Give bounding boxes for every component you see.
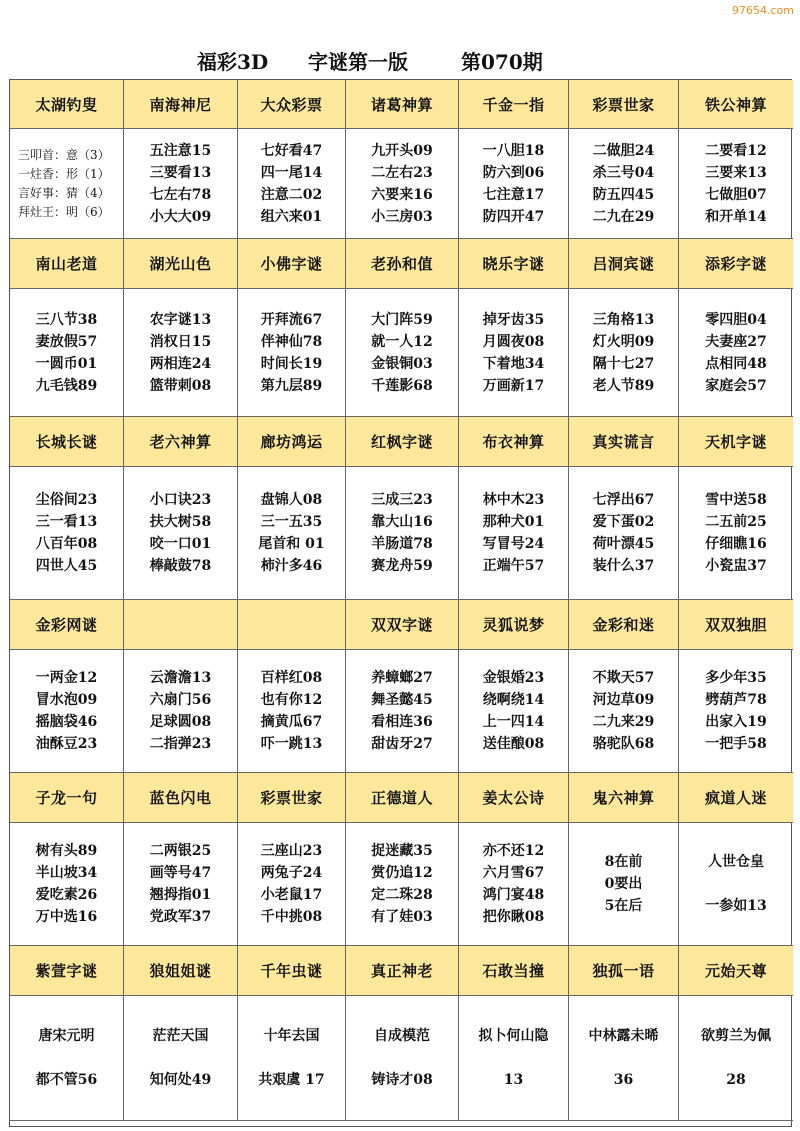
riddle-line: 金银铜03 bbox=[371, 355, 433, 372]
riddle-line: 树有头89 bbox=[35, 843, 98, 859]
riddle-line: 月圆夜08 bbox=[482, 333, 545, 350]
riddle-line: 送佳酿08 bbox=[482, 736, 545, 752]
riddle-line: 亦不还12 bbox=[482, 843, 545, 859]
column-header: 独孤一语 bbox=[569, 946, 679, 996]
column-header: 南海神尼 bbox=[124, 80, 238, 129]
column-header: 老孙和值 bbox=[346, 239, 459, 289]
riddle-line: 六扇门56 bbox=[149, 692, 212, 708]
riddle-line: 把你瞅08 bbox=[482, 909, 545, 925]
riddle-line: 摘黄瓜67 bbox=[260, 714, 323, 730]
riddle-line: 定二珠28 bbox=[371, 887, 433, 903]
riddle-line: 36 bbox=[613, 1072, 634, 1088]
riddle-cell bbox=[569, 996, 679, 1121]
riddle-line: 爱吃素26 bbox=[35, 887, 98, 903]
riddle-line: 五注意15 bbox=[149, 142, 212, 159]
riddle-line: 看相连36 bbox=[371, 714, 433, 730]
riddle-line: 三要看13 bbox=[149, 164, 212, 181]
riddle-line: 下着地34 bbox=[482, 355, 545, 372]
riddle-line: 二两银25 bbox=[149, 843, 212, 859]
riddle-line: 四一尾14 bbox=[260, 164, 323, 181]
riddle-line: 欲剪兰为佩 bbox=[701, 1028, 771, 1044]
riddle-line: 不欺天57 bbox=[592, 670, 655, 686]
column-header: 诸葛神算 bbox=[346, 80, 459, 129]
riddle-line: 翘拇指01 bbox=[149, 887, 212, 903]
riddle-line: 写冒号24 bbox=[482, 536, 545, 552]
riddle-line: 七注意17 bbox=[482, 186, 545, 203]
riddle-cell bbox=[124, 467, 238, 600]
riddle-line: 咬一口01 bbox=[149, 536, 212, 552]
riddle-line: 自成模范 bbox=[374, 1028, 430, 1044]
riddle-line: 七好看47 bbox=[260, 142, 323, 159]
riddle-line: 六要来16 bbox=[371, 186, 433, 203]
riddle-line: 28 bbox=[726, 1072, 746, 1088]
riddle-cell bbox=[238, 823, 346, 946]
riddle-line: 二五前25 bbox=[705, 514, 767, 530]
riddle-line: 十年去国 bbox=[263, 1028, 320, 1044]
riddle-line: 组六来01 bbox=[260, 208, 323, 225]
column-header: 长城长谜 bbox=[10, 417, 124, 467]
riddle-line: 妻放假57 bbox=[35, 333, 98, 350]
riddle-line: 一八胆18 bbox=[482, 142, 545, 159]
riddle-line: 防五四45 bbox=[592, 186, 655, 203]
riddle-cell bbox=[124, 289, 238, 417]
column-header: 老六神算 bbox=[124, 417, 238, 467]
riddle-cell bbox=[124, 129, 238, 239]
column-header: 狼姐姐谜 bbox=[124, 946, 238, 996]
riddle-cell bbox=[10, 996, 124, 1121]
column-header: 金彩和迷 bbox=[569, 600, 679, 650]
column-header: 鬼六神算 bbox=[569, 773, 679, 823]
riddle-line: 万中选16 bbox=[35, 909, 98, 925]
site-watermark: 97654.com bbox=[732, 4, 794, 17]
riddle-cell bbox=[679, 996, 793, 1121]
column-header: 红枫字谜 bbox=[346, 417, 459, 467]
riddle-line: 小老鼠17 bbox=[260, 887, 323, 903]
riddle-cell bbox=[679, 467, 793, 600]
riddle-cell bbox=[238, 289, 346, 417]
column-header: 千年虫谜 bbox=[238, 946, 346, 996]
riddle-line: 棒敲鼓78 bbox=[149, 558, 212, 574]
riddle-line: 吓一跳13 bbox=[260, 736, 323, 752]
riddle-line: 舞圣懿45 bbox=[371, 692, 433, 708]
riddle-cell bbox=[679, 129, 793, 239]
riddle-line: 七浮出67 bbox=[592, 492, 655, 508]
riddle-cell bbox=[569, 823, 679, 946]
riddle-cell bbox=[238, 996, 346, 1121]
riddle-line: 13 bbox=[503, 1072, 524, 1088]
column-header: 铁公神算 bbox=[679, 80, 793, 129]
riddle-line: 三一五35 bbox=[260, 514, 323, 530]
riddle-line: 知何处49 bbox=[149, 1072, 212, 1088]
riddle-line: 云澹澹13 bbox=[149, 670, 212, 686]
riddle-cell bbox=[238, 650, 346, 773]
riddle-line: 杀三号04 bbox=[592, 164, 655, 181]
riddle-line: 盘锦人08 bbox=[260, 492, 323, 508]
riddle-line: 七左右78 bbox=[149, 186, 212, 203]
riddle-line: 农字谜13 bbox=[149, 311, 212, 328]
column-header: 紫萱字谜 bbox=[10, 946, 124, 996]
riddle-cell bbox=[238, 129, 346, 239]
riddle-cell bbox=[459, 129, 569, 239]
riddle-cell bbox=[346, 289, 459, 417]
riddle-line: 百样红08 bbox=[260, 670, 323, 686]
riddle-cell bbox=[346, 650, 459, 773]
riddle-line: 夫妻座27 bbox=[705, 333, 767, 350]
riddle-cell bbox=[238, 467, 346, 600]
riddle-line: 千中挑08 bbox=[260, 909, 323, 925]
riddle-line: 九毛钱89 bbox=[35, 377, 98, 394]
riddle-line: 5在后 bbox=[604, 898, 643, 914]
riddle-cell bbox=[679, 823, 793, 946]
riddle-line: 扶大树58 bbox=[149, 514, 212, 530]
column-header: 晓乐字谜 bbox=[459, 239, 569, 289]
riddle-line: 骆驼队68 bbox=[592, 736, 655, 752]
riddle-line: 也有你12 bbox=[260, 692, 323, 708]
riddle-line: 都不管56 bbox=[35, 1072, 98, 1088]
riddle-line: 灯火明09 bbox=[592, 333, 655, 350]
riddle-line: 靠大山16 bbox=[371, 514, 433, 530]
riddle-line: 柿汁多46 bbox=[260, 558, 323, 574]
riddle-line: 一两金12 bbox=[35, 670, 98, 686]
riddle-line: 油酥豆23 bbox=[35, 736, 98, 752]
riddle-cell bbox=[346, 996, 459, 1121]
riddle-line: 仔细瞧16 bbox=[705, 536, 767, 552]
riddle-line: 画等号47 bbox=[149, 865, 212, 881]
riddle-table bbox=[9, 79, 792, 1127]
column-header: 真正神老 bbox=[346, 946, 459, 996]
column-header: 添彩字谜 bbox=[679, 239, 793, 289]
riddle-cell bbox=[569, 467, 679, 600]
title-edition: 字谜第一版 bbox=[308, 50, 408, 74]
column-header: 双双独胆 bbox=[679, 600, 793, 650]
column-header bbox=[124, 600, 238, 650]
title-issue: 第070期 bbox=[461, 50, 543, 74]
column-header: 正德道人 bbox=[346, 773, 459, 823]
riddle-line: 消权日15 bbox=[149, 333, 212, 350]
riddle-line: 七做胆07 bbox=[705, 186, 767, 203]
riddle-line: 防六到06 bbox=[482, 164, 545, 181]
riddle-line: 人世仓皇 bbox=[708, 854, 764, 870]
riddle-cell bbox=[346, 129, 459, 239]
riddle-line: 正端午57 bbox=[482, 558, 545, 574]
riddle-line: 隔十七27 bbox=[592, 355, 655, 372]
column-header: 元始天尊 bbox=[679, 946, 793, 996]
riddle-cell bbox=[459, 996, 569, 1121]
riddle-line: 金银婚23 bbox=[482, 670, 545, 686]
riddle-line: 八百年08 bbox=[35, 536, 98, 552]
riddle-line: 三成三23 bbox=[371, 492, 433, 508]
riddle-cell bbox=[10, 289, 124, 417]
riddle-line: 两相连24 bbox=[149, 355, 212, 372]
riddle-line: 一把手58 bbox=[705, 736, 767, 752]
riddle-cell bbox=[569, 289, 679, 417]
riddle-line: 一参如13 bbox=[705, 898, 767, 914]
riddle-line: 尾首和 01 bbox=[258, 536, 325, 552]
riddle-cell bbox=[346, 823, 459, 946]
riddle-line: 共艰虞 17 bbox=[258, 1072, 325, 1088]
riddle-line: 拜灶王：明（6） bbox=[18, 204, 110, 219]
column-header: 疯道人迷 bbox=[679, 773, 793, 823]
riddle-line: 尘俗间23 bbox=[35, 492, 98, 508]
column-header: 子龙一句 bbox=[10, 773, 124, 823]
column-header: 湖光山色 bbox=[124, 239, 238, 289]
riddle-cell bbox=[459, 289, 569, 417]
riddle-cell bbox=[124, 823, 238, 946]
riddle-line: 劈葫芦78 bbox=[705, 692, 767, 708]
riddle-line: 三座山23 bbox=[260, 843, 323, 859]
riddle-line: 小大大09 bbox=[149, 208, 212, 225]
riddle-line: 三角格13 bbox=[592, 311, 655, 328]
riddle-line: 甜齿牙27 bbox=[371, 736, 433, 752]
column-header: 蓝色闪电 bbox=[124, 773, 238, 823]
riddle-line: 一圆币01 bbox=[35, 355, 98, 372]
column-header: 吕洞宾谜 bbox=[569, 239, 679, 289]
riddle-line: 小三房03 bbox=[371, 208, 433, 225]
riddle-line: 三要来13 bbox=[705, 164, 767, 181]
riddle-line: 点相同48 bbox=[705, 355, 767, 372]
page-title bbox=[0, 44, 800, 74]
column-header: 双双字谜 bbox=[346, 600, 459, 650]
riddle-line: 万画新17 bbox=[482, 377, 545, 394]
column-header: 真实谎言 bbox=[569, 417, 679, 467]
column-header: 布衣神算 bbox=[459, 417, 569, 467]
riddle-line: 小口诀23 bbox=[149, 492, 212, 508]
riddle-line: 上一四14 bbox=[482, 714, 545, 730]
riddle-line: 二要看12 bbox=[705, 142, 767, 159]
riddle-line: 三八节38 bbox=[35, 311, 98, 328]
riddle-line: 装什么37 bbox=[592, 558, 655, 574]
column-header: 千金一指 bbox=[459, 80, 569, 129]
column-header: 大众彩票 bbox=[238, 80, 346, 129]
riddle-line: 二九来29 bbox=[592, 714, 655, 730]
riddle-line: 雪中送58 bbox=[705, 492, 767, 508]
column-header: 金彩网谜 bbox=[10, 600, 124, 650]
riddle-line: 养蟑螂27 bbox=[371, 670, 433, 686]
riddle-line: 荷叶漂45 bbox=[592, 536, 655, 552]
riddle-cell bbox=[346, 467, 459, 600]
riddle-cell bbox=[569, 650, 679, 773]
riddle-line: 两兔子24 bbox=[260, 865, 323, 881]
column-header: 天机字谜 bbox=[679, 417, 793, 467]
riddle-line: 捉迷藏35 bbox=[371, 843, 433, 859]
column-header: 彩票世家 bbox=[569, 80, 679, 129]
riddle-line: 有了娃03 bbox=[371, 909, 433, 925]
riddle-line: 羊肠道78 bbox=[371, 536, 433, 552]
riddle-line: 唐宋元明 bbox=[38, 1028, 95, 1044]
column-header: 小佛字谜 bbox=[238, 239, 346, 289]
riddle-line: 伴神仙78 bbox=[260, 333, 323, 350]
riddle-line: 三叩首：意（3） bbox=[18, 147, 110, 162]
riddle-line: 出家入19 bbox=[705, 714, 767, 730]
riddle-line: 半山坡34 bbox=[35, 865, 98, 881]
riddle-line: 千莲影68 bbox=[371, 377, 433, 394]
riddle-line: 赏仍追12 bbox=[371, 865, 433, 881]
riddle-line: 和开单14 bbox=[705, 208, 767, 225]
riddle-line: 掉牙齿35 bbox=[482, 311, 545, 328]
riddle-line: 九开头09 bbox=[371, 142, 433, 159]
riddle-line: 一炷香：形（1） bbox=[18, 166, 110, 181]
riddle-cell bbox=[569, 129, 679, 239]
column-header bbox=[238, 600, 346, 650]
riddle-line: 赛龙舟59 bbox=[371, 558, 433, 574]
riddle-line: 就一人12 bbox=[371, 333, 433, 350]
riddle-line: 中林露未晞 bbox=[588, 1028, 659, 1044]
riddle-cell bbox=[10, 650, 124, 773]
riddle-line: 绕啊绕14 bbox=[482, 692, 545, 708]
column-header: 廊坊鸿运 bbox=[238, 417, 346, 467]
riddle-line: 河边草09 bbox=[592, 692, 655, 708]
riddle-line: 防四开47 bbox=[482, 208, 545, 225]
column-header: 彩票世家 bbox=[238, 773, 346, 823]
riddle-cell bbox=[10, 467, 124, 600]
riddle-line: 林中木23 bbox=[482, 492, 545, 508]
riddle-line: 鸿门宴48 bbox=[482, 887, 545, 903]
riddle-line: 摇脑袋46 bbox=[35, 714, 98, 730]
riddle-cell bbox=[679, 289, 793, 417]
riddle-line: 茫茫天国 bbox=[152, 1028, 209, 1044]
riddle-cell bbox=[10, 129, 124, 239]
riddle-line: 爱下蛋02 bbox=[592, 514, 655, 530]
riddle-line: 三一看13 bbox=[35, 514, 98, 530]
riddle-line: 二做胆24 bbox=[592, 142, 655, 159]
riddle-line: 第九层89 bbox=[260, 377, 323, 394]
riddle-line: 二九在29 bbox=[592, 208, 655, 225]
riddle-line: 家庭会57 bbox=[705, 377, 767, 394]
riddle-line: 多少年35 bbox=[705, 670, 767, 686]
riddle-line: 二左右23 bbox=[371, 164, 433, 181]
riddle-line: 小瓷盅37 bbox=[705, 558, 767, 574]
riddle-line: 篮带刺08 bbox=[149, 377, 212, 394]
riddle-line: 党政军37 bbox=[149, 909, 212, 925]
riddle-line: 8在前 bbox=[604, 854, 643, 870]
riddle-line: 时间长19 bbox=[260, 355, 323, 372]
column-header: 石敢当撞 bbox=[459, 946, 569, 996]
column-header: 南山老道 bbox=[10, 239, 124, 289]
riddle-line: 注意二02 bbox=[260, 186, 323, 203]
column-header: 姜太公诗 bbox=[459, 773, 569, 823]
riddle-line: 那种犬01 bbox=[482, 514, 545, 530]
riddle-cell bbox=[124, 650, 238, 773]
riddle-cell bbox=[459, 823, 569, 946]
riddle-line: 六月雪67 bbox=[482, 865, 545, 881]
riddle-cell bbox=[10, 823, 124, 946]
column-header: 太湖钓叟 bbox=[10, 80, 124, 129]
riddle-line: 老人节89 bbox=[592, 377, 655, 394]
column-header: 灵狐说梦 bbox=[459, 600, 569, 650]
title-lottery: 福彩3D bbox=[197, 50, 269, 74]
riddle-cell bbox=[459, 467, 569, 600]
riddle-line: 四世人45 bbox=[35, 558, 98, 574]
riddle-line: 零四胆04 bbox=[705, 311, 767, 328]
riddle-line: 言好事：猜（4） bbox=[18, 185, 110, 200]
riddle-cell bbox=[679, 650, 793, 773]
riddle-cell bbox=[124, 996, 238, 1121]
riddle-line: 开拜流67 bbox=[260, 311, 323, 328]
riddle-line: 足球圆08 bbox=[149, 714, 212, 730]
riddle-line: 0要出 bbox=[604, 876, 643, 892]
riddle-cell bbox=[459, 650, 569, 773]
riddle-line: 拟卜何山隐 bbox=[478, 1028, 549, 1044]
riddle-line: 冒水泡09 bbox=[35, 692, 98, 708]
riddle-line: 铸诗才08 bbox=[371, 1072, 433, 1088]
riddle-line: 二指弹23 bbox=[149, 736, 212, 752]
riddle-line: 大门阵59 bbox=[371, 311, 433, 328]
